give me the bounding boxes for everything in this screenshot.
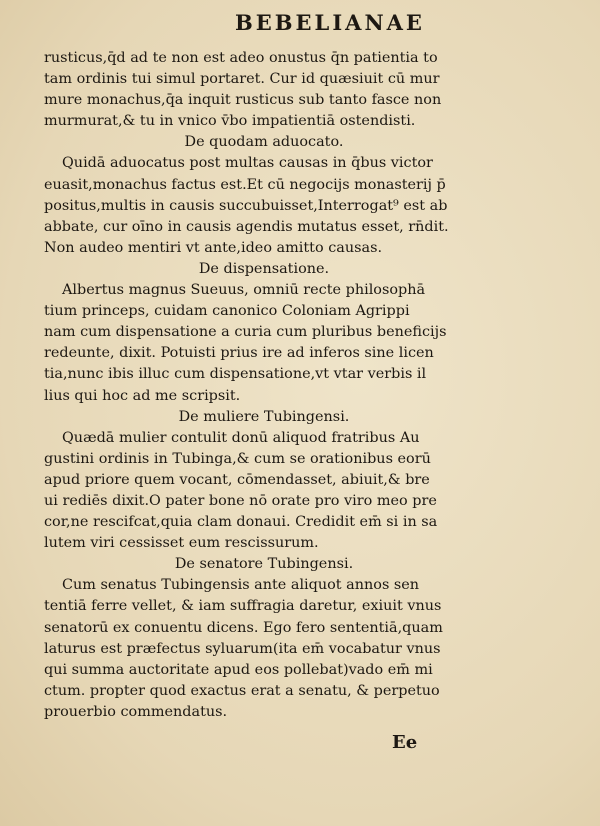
section-heading: De senatore Tubingensi.: [174, 556, 354, 573]
text-line: Albertus magnus Sueuus, omniū recte philosophā: [62, 282, 426, 299]
text-line: tentiā ferre vellet, & iam suffragia daretur, exiuit vnus: [44, 598, 442, 615]
section-heading: De quodam aduocato.: [184, 134, 344, 151]
text-line: ui rediēs dixit.O pater bone nō orate pro viro meo pre: [44, 492, 437, 509]
text-line: abbate, cur oīno in causis agendis mutatus esset, rn̄dit.: [44, 218, 449, 235]
text-block: [44, 48, 484, 723]
text-line: rusticus,q̄d ad te non est adeo onustus q̄n patientia to: [44, 50, 438, 66]
text-line: cor,ne rescifcat,quia clam donaui. Credidit em̄ si in sa: [44, 514, 438, 531]
text-line: ctum. propter quod exactus erat a senatu, & perpetuo: [44, 682, 440, 699]
text-line: mure monachus,q̄a inquit rusticus sub tanto fasce non: [44, 92, 442, 109]
signature-mark: Ee: [392, 732, 418, 753]
text-line: Cum senatus Tubingensis ante aliquot annos sen: [62, 577, 420, 594]
text-line: Quædā mulier contulit donū aliquod fratribus Au: [62, 429, 420, 446]
text-line: tium princeps, cuidam canonico Coloniam Agrippi: [44, 303, 410, 320]
text-line: positus,multis in causis succubuisset,Interrogat⁹ est ab: [44, 197, 448, 214]
text-line: tam ordinis tui simul portaret. Cur id quæsiuit cū mur: [44, 71, 440, 88]
text-line: senatorū ex conuentu dicens. Ego fero sententiā,quam: [44, 619, 443, 636]
running-header: BEBELIANAE: [235, 10, 425, 35]
text-line: Quidā aduocatus post multas causas in q̄bus victor: [62, 155, 433, 172]
text-line: lius qui hoc ad me scripsit.: [44, 387, 241, 404]
text-line: tia,nunc ibis illuc cum dispensatione,vt vtar verbis il: [44, 366, 427, 383]
text-line: murmurat,& tu in vnico v̄bo impatientiā ostendisti.: [44, 113, 416, 130]
text-line: apud priore quem vocant, cōmendasset, abiuit,& bre: [44, 471, 430, 488]
text-line: gustini ordinis in Tubinga,& cum se orationibus eorū: [44, 450, 431, 467]
text-line: lutem viri cessisset eum rescissurum.: [44, 535, 319, 552]
text-line: nam cum dispensatione a curia cum pluribus beneficijs: [44, 324, 447, 341]
text-line: Non audeo mentiri vt ante,ideo amitto causas.: [44, 239, 383, 256]
section-heading: De muliere Tubingensi.: [178, 408, 350, 425]
text-line: prouerbio commendatus.: [44, 703, 228, 720]
text-line: euasit,monachus factus est.Et cū negocijs monasterij p̄: [44, 176, 446, 193]
text-line: laturus est præfectus syluarum(ita em̄ vocabatur vnus: [44, 640, 441, 657]
text-line: redeunte, dixit. Potuisti prius ire ad inferos sine licen: [44, 345, 434, 362]
section-heading: De dispensatione.: [198, 260, 330, 277]
text-line: qui summa auctoritate apud eos pollebat)vado em̄ mi: [44, 661, 433, 678]
